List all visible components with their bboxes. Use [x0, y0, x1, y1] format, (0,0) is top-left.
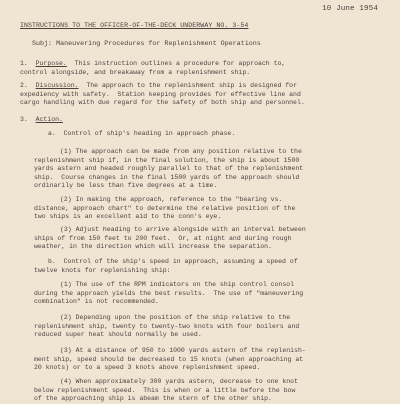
paragraph-2-number: 2. — [20, 82, 28, 89]
paragraph-3-number: 3. — [20, 116, 28, 123]
document-heading: INSTRUCTIONS TO THE OFFICER-OF-THE-DECK UNDERWAY NO. 3-54 — [20, 22, 249, 29]
paragraph-1 — [20, 60, 285, 77]
item-a1: (1) The approach can be made from any position relative to the replenishment ship if, in the final solution, the ship is about 1500 yards astern and headed roughly parallel to that of the replenishment ship. Course changes in the final 1500 yards of the approach should ordinarily be less than five degrees at a time. — [34, 148, 304, 190]
item-a2: (2) In making the approach, reference to the "bearing vs. distance, approach chart" to determine the relative position of the two ships is an excellent aid to the conn's eye. — [34, 196, 296, 221]
paragraph-1-number: 1. — [20, 60, 28, 67]
paragraph-1-line-1: This instruction outlines a procedure for approach to, — [66, 60, 286, 67]
paragraph-2-line-2: expediency with safety. Station keeping provides for effective line and — [20, 90, 301, 98]
paragraph-2-line-1: The approach to the replenishment ship is designed for — [78, 82, 297, 89]
subsection-b-heading: b. Control of the ship's speed in approach, assuming a speed of twelve knots for replenishing ship: — [34, 258, 298, 274]
subsection-a-heading: a. Control of ship's heading in approach phase. — [48, 130, 236, 137]
paragraph-2-title: Discussion. — [35, 82, 79, 89]
paragraph-1-line-2: control alongside, and breakaway from a replenishment ship. — [20, 68, 251, 76]
paragraph-2-line-3: cargo handling with due regard for the safety of both ship and personnel. — [20, 99, 305, 107]
paragraph-3 — [20, 116, 63, 125]
item-a3: (3) Adjust heading to arrive alongside with an interval between ships of from 150 feet to 200 feet. Or, at night and during rough weather, in the direction which will increase the separation. — [34, 226, 306, 251]
paragraph-1-title: Purpose. — [35, 60, 67, 67]
item-b1: (1) The use of the RPM indicators on the ship control consol during the approach yields the best results. The use of "maneuvering combination" is not recommended. — [34, 281, 304, 306]
item-b4: (4) When approximately 300 yards astern, decrease to one knot below replenishment speed. This is when or a little before the bow of the approaching ship is abeam the stern of the other ship. — [34, 378, 298, 403]
item-b2: (2) Depending upon the position of the ship relative to the replenishment ship, twenty to twenty-two knots with four boilers and reduced super heat should normally be used. — [34, 314, 300, 339]
item-b3: (3) At a distance of 950 to 1000 yards astern of the replenish- ment ship, speed should be decreased to 15 knots (when approaching at 20 knots) or to a speed 3 knots above replenishment speed. — [34, 347, 306, 372]
document-date: 10 June 1954 — [322, 5, 378, 13]
subject-line: Subj: Maneuvering Procedures for Replenishment Operations — [32, 40, 261, 48]
paragraph-3-title: Action. — [35, 116, 63, 123]
paragraph-2 — [20, 82, 305, 108]
